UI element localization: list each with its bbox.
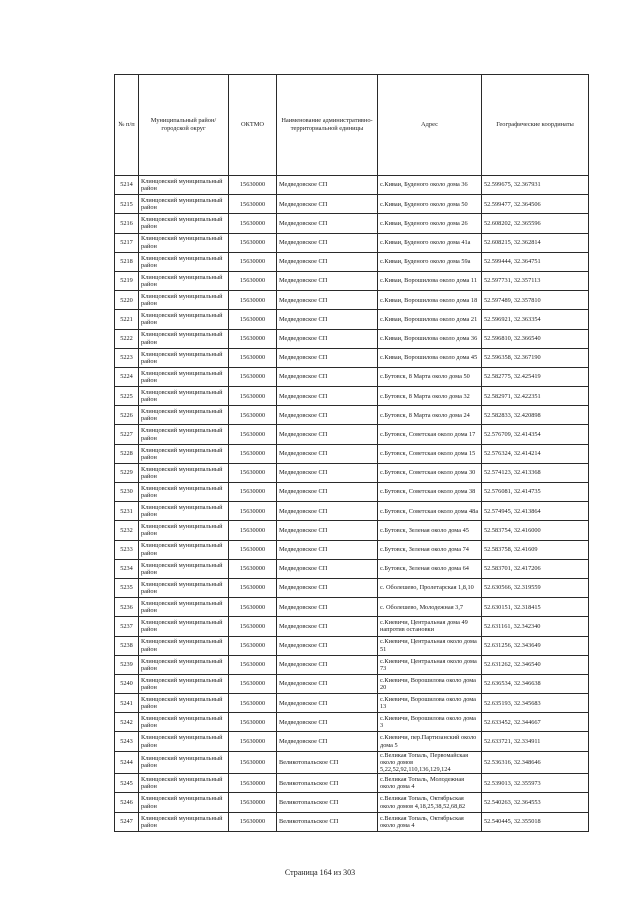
cell-district: Клинцовский муниципальный район <box>139 367 229 386</box>
cell-coordinates: 52.635193, 32.345683 <box>482 694 589 713</box>
cell-oktmo: 15630000 <box>229 793 277 812</box>
cell-oktmo: 15630000 <box>229 348 277 367</box>
page-number: Страница 164 из 303 <box>284 868 356 877</box>
cell-address: с.Киваи, Ворошилова около дома 36 <box>378 329 482 348</box>
cell-admin-unit: Медведовское СП <box>277 406 378 425</box>
header-coordinates: Географические координаты <box>482 75 589 176</box>
cell-oktmo: 15630000 <box>229 425 277 444</box>
header-unit: Наименование административно-территориальной единицы <box>277 75 378 176</box>
cell-admin-unit: Медведовское СП <box>277 233 378 252</box>
cell-row-number: 5223 <box>115 348 139 367</box>
cell-district: Клинцовский муниципальный район <box>139 793 229 812</box>
cell-district: Клинцовский муниципальный район <box>139 310 229 329</box>
header-oktmo: ОКТМО <box>229 75 277 176</box>
cell-address: с.Киевичи, Центральная около дома 51 <box>378 636 482 655</box>
cell-row-number: 5240 <box>115 674 139 693</box>
table-row <box>115 713 589 732</box>
cell-coordinates: 52.608215, 32.362814 <box>482 233 589 252</box>
table-row <box>115 617 589 636</box>
data-table <box>114 74 589 832</box>
cell-district: Клинцовский муниципальный район <box>139 732 229 751</box>
cell-row-number: 5231 <box>115 502 139 521</box>
cell-address: с.Бутовск, 8 Марта около дома 50 <box>378 367 482 386</box>
cell-coordinates: 52.583758, 32.41609 <box>482 540 589 559</box>
cell-admin-unit: Медведовское СП <box>277 176 378 195</box>
cell-district: Клинцовский муниципальный район <box>139 214 229 233</box>
cell-coordinates: 52.608202, 32.365596 <box>482 214 589 233</box>
cell-oktmo: 15630000 <box>229 694 277 713</box>
cell-admin-unit: Великотопальское СП <box>277 793 378 812</box>
cell-row-number: 5228 <box>115 444 139 463</box>
cell-district: Клинцовский муниципальный район <box>139 521 229 540</box>
cell-oktmo: 15630000 <box>229 176 277 195</box>
cell-district: Клинцовский муниципальный район <box>139 598 229 617</box>
table-row <box>115 793 589 812</box>
cell-row-number: 5246 <box>115 793 139 812</box>
cell-address: с.Бутовск, Советская около дома 17 <box>378 425 482 444</box>
cell-admin-unit: Медведовское СП <box>277 329 378 348</box>
cell-coordinates: 52.630566, 32.319559 <box>482 578 589 597</box>
cell-coordinates: 52.576324, 32.414214 <box>482 444 589 463</box>
cell-district: Клинцовский муниципальный район <box>139 463 229 482</box>
cell-admin-unit: Медведовское СП <box>277 732 378 751</box>
cell-row-number: 5239 <box>115 655 139 674</box>
cell-district: Клинцовский муниципальный район <box>139 617 229 636</box>
cell-oktmo: 15630000 <box>229 521 277 540</box>
cell-coordinates: 52.631161, 32.342340 <box>482 617 589 636</box>
cell-row-number: 5241 <box>115 694 139 713</box>
table-row <box>115 348 589 367</box>
table-row <box>115 502 589 521</box>
table-row <box>115 367 589 386</box>
cell-admin-unit: Медведовское СП <box>277 578 378 597</box>
cell-oktmo: 15630000 <box>229 636 277 655</box>
cell-district: Клинцовский муниципальный район <box>139 751 229 774</box>
cell-coordinates: 52.631262, 32.346540 <box>482 655 589 674</box>
header-number: № п/п <box>115 75 139 176</box>
table-row <box>115 214 589 233</box>
cell-row-number: 5230 <box>115 483 139 502</box>
cell-oktmo: 15630000 <box>229 774 277 793</box>
table-row <box>115 636 589 655</box>
cell-oktmo: 15630000 <box>229 502 277 521</box>
cell-admin-unit: Медведовское СП <box>277 444 378 463</box>
cell-row-number: 5235 <box>115 578 139 597</box>
cell-oktmo: 15630000 <box>229 233 277 252</box>
cell-admin-unit: Медведовское СП <box>277 540 378 559</box>
cell-address: с.Киваи, Буденого около дома 59а <box>378 252 482 271</box>
cell-oktmo: 15630000 <box>229 329 277 348</box>
table-row <box>115 271 589 290</box>
cell-oktmo: 15630000 <box>229 252 277 271</box>
cell-coordinates: 52.536316, 32.348646 <box>482 751 589 774</box>
cell-coordinates: 52.596921, 32.363354 <box>482 310 589 329</box>
cell-oktmo: 15630000 <box>229 732 277 751</box>
cell-address: с.Бутовск, 8 Марта около дома 24 <box>378 406 482 425</box>
cell-admin-unit: Медведовское СП <box>277 617 378 636</box>
cell-coordinates: 52.631256, 32.343649 <box>482 636 589 655</box>
cell-district: Клинцовский муниципальный район <box>139 674 229 693</box>
cell-row-number: 5247 <box>115 812 139 831</box>
cell-admin-unit: Медведовское СП <box>277 463 378 482</box>
table-body <box>115 176 589 832</box>
table-row <box>115 310 589 329</box>
table-row <box>115 291 589 310</box>
cell-oktmo: 15630000 <box>229 674 277 693</box>
cell-coordinates: 52.576081, 32.414735 <box>482 483 589 502</box>
cell-row-number: 5232 <box>115 521 139 540</box>
header-district: Муниципальный район/городской округ <box>139 75 229 176</box>
cell-district: Клинцовский муниципальный район <box>139 387 229 406</box>
cell-coordinates: 52.582971, 32.422351 <box>482 387 589 406</box>
header-address: Адрес <box>378 75 482 176</box>
cell-oktmo: 15630000 <box>229 291 277 310</box>
cell-oktmo: 15630000 <box>229 271 277 290</box>
cell-oktmo: 15630000 <box>229 655 277 674</box>
cell-address: с.Великая Топаль, Молодежная около дома 4 <box>378 774 482 793</box>
cell-oktmo: 15630000 <box>229 463 277 482</box>
cell-admin-unit: Медведовское СП <box>277 598 378 617</box>
cell-address: с.Бутовск, Зеленая около дома 74 <box>378 540 482 559</box>
cell-admin-unit: Медведовское СП <box>277 367 378 386</box>
cell-coordinates: 52.583701, 32.417206 <box>482 559 589 578</box>
cell-coordinates: 52.540263, 32.364553 <box>482 793 589 812</box>
cell-admin-unit: Медведовское СП <box>277 521 378 540</box>
cell-oktmo: 15630000 <box>229 483 277 502</box>
cell-row-number: 5243 <box>115 732 139 751</box>
table-row <box>115 483 589 502</box>
cell-district: Клинцовский муниципальный район <box>139 636 229 655</box>
cell-address: с.Великая Топаль, Первомайская около домов 5,22,52,92,110,136,129,124 <box>378 751 482 774</box>
cell-row-number: 5221 <box>115 310 139 329</box>
cell-row-number: 5236 <box>115 598 139 617</box>
cell-coordinates: 52.636534, 32.346638 <box>482 674 589 693</box>
cell-admin-unit: Медведовское СП <box>277 387 378 406</box>
table-row <box>115 176 589 195</box>
cell-address: с.Киваи, Буденого около дома 50 <box>378 195 482 214</box>
cell-address: с.Киваи, Ворошилова около дома 21 <box>378 310 482 329</box>
cell-district: Клинцовский муниципальный район <box>139 812 229 831</box>
cell-address: с.Великая Топаль, Октябрьская около домов 4,18,25,38,52,68,82 <box>378 793 482 812</box>
cell-admin-unit: Медведовское СП <box>277 713 378 732</box>
cell-oktmo: 15630000 <box>229 617 277 636</box>
table-row <box>115 540 589 559</box>
cell-admin-unit: Медведовское СП <box>277 559 378 578</box>
cell-district: Клинцовский муниципальный район <box>139 176 229 195</box>
cell-admin-unit: Медведовское СП <box>277 252 378 271</box>
cell-admin-unit: Медведовское СП <box>277 655 378 674</box>
cell-coordinates: 52.583754, 32.416000 <box>482 521 589 540</box>
cell-row-number: 5238 <box>115 636 139 655</box>
cell-address: с.Киевичи, Ворошилова около дома 13 <box>378 694 482 713</box>
cell-oktmo: 15630000 <box>229 367 277 386</box>
cell-oktmo: 15630000 <box>229 559 277 578</box>
cell-row-number: 5219 <box>115 271 139 290</box>
cell-row-number: 5224 <box>115 367 139 386</box>
cell-admin-unit: Медведовское СП <box>277 483 378 502</box>
cell-row-number: 5215 <box>115 195 139 214</box>
cell-coordinates: 52.596358, 32.367190 <box>482 348 589 367</box>
cell-oktmo: 15630000 <box>229 598 277 617</box>
cell-coordinates: 52.540445, 32.355018 <box>482 812 589 831</box>
cell-address: с.Киваи, Ворошилова около дома 45 <box>378 348 482 367</box>
cell-oktmo: 15630000 <box>229 812 277 831</box>
table-header-row <box>115 75 589 176</box>
cell-district: Клинцовский муниципальный район <box>139 195 229 214</box>
cell-district: Клинцовский муниципальный район <box>139 233 229 252</box>
cell-district: Клинцовский муниципальный район <box>139 694 229 713</box>
cell-oktmo: 15630000 <box>229 406 277 425</box>
table-row <box>115 578 589 597</box>
cell-district: Клинцовский муниципальный район <box>139 329 229 348</box>
cell-coordinates: 52.633721, 32.334911 <box>482 732 589 751</box>
cell-row-number: 5229 <box>115 463 139 482</box>
cell-coordinates: 52.599477, 32.364506 <box>482 195 589 214</box>
cell-admin-unit: Медведовское СП <box>277 291 378 310</box>
cell-oktmo: 15630000 <box>229 578 277 597</box>
cell-address: с.Киевичи, Ворошилова около дома 3 <box>378 713 482 732</box>
cell-row-number: 5217 <box>115 233 139 252</box>
table-row <box>115 559 589 578</box>
cell-district: Клинцовский муниципальный район <box>139 425 229 444</box>
table-row <box>115 406 589 425</box>
cell-admin-unit: Медведовское СП <box>277 195 378 214</box>
cell-row-number: 5237 <box>115 617 139 636</box>
cell-admin-unit: Медведовское СП <box>277 214 378 233</box>
cell-coordinates: 52.582833, 32.420898 <box>482 406 589 425</box>
cell-address: с. Оболешево, Молодежная 3,7 <box>378 598 482 617</box>
table-row <box>115 598 589 617</box>
cell-district: Клинцовский муниципальный район <box>139 502 229 521</box>
cell-row-number: 5216 <box>115 214 139 233</box>
cell-oktmo: 15630000 <box>229 713 277 732</box>
cell-coordinates: 52.574945, 32.413864 <box>482 502 589 521</box>
table-row <box>115 195 589 214</box>
table-row <box>115 655 589 674</box>
cell-admin-unit: Великотопальское СП <box>277 751 378 774</box>
cell-address: с.Киваи, Буденого около дома 41а <box>378 233 482 252</box>
cell-row-number: 5227 <box>115 425 139 444</box>
cell-row-number: 5244 <box>115 751 139 774</box>
cell-district: Клинцовский муниципальный район <box>139 559 229 578</box>
cell-address: с.Киевичи, пер.Партизанский около дома 5 <box>378 732 482 751</box>
cell-coordinates: 52.633452, 32.344667 <box>482 713 589 732</box>
table-row <box>115 444 589 463</box>
table-row <box>115 751 589 774</box>
cell-district: Клинцовский муниципальный район <box>139 252 229 271</box>
cell-oktmo: 15630000 <box>229 387 277 406</box>
cell-address: с.Бутовск, 8 Марта около дома 32 <box>378 387 482 406</box>
cell-address: с.Киевичи, Центральная дома 49 напротив остановки <box>378 617 482 636</box>
cell-district: Клинцовский муниципальный район <box>139 713 229 732</box>
cell-admin-unit: Медведовское СП <box>277 502 378 521</box>
table-row <box>115 252 589 271</box>
cell-coordinates: 52.630151, 32.318415 <box>482 598 589 617</box>
cell-district: Клинцовский муниципальный район <box>139 483 229 502</box>
cell-address: с.Бутовск, Советская около дома 38 <box>378 483 482 502</box>
cell-coordinates: 52.574123, 32.413368 <box>482 463 589 482</box>
cell-admin-unit: Медведовское СП <box>277 310 378 329</box>
cell-oktmo: 15630000 <box>229 444 277 463</box>
cell-row-number: 5234 <box>115 559 139 578</box>
cell-row-number: 5242 <box>115 713 139 732</box>
cell-admin-unit: Медведовское СП <box>277 674 378 693</box>
cell-row-number: 5218 <box>115 252 139 271</box>
cell-district: Клинцовский муниципальный район <box>139 271 229 290</box>
cell-address: с. Оболешево, Пролетарская 1,8,10 <box>378 578 482 597</box>
cell-admin-unit: Медведовское СП <box>277 348 378 367</box>
table-row <box>115 694 589 713</box>
cell-coordinates: 52.599675, 32.367931 <box>482 176 589 195</box>
cell-district: Клинцовский муниципальный район <box>139 291 229 310</box>
cell-admin-unit: Медведовское СП <box>277 636 378 655</box>
table-row <box>115 674 589 693</box>
table-row <box>115 425 589 444</box>
cell-coordinates: 52.599444, 32.364751 <box>482 252 589 271</box>
cell-coordinates: 52.582775, 32.425419 <box>482 367 589 386</box>
cell-oktmo: 15630000 <box>229 310 277 329</box>
cell-address: с.Киваи, Буденого около дома 26 <box>378 214 482 233</box>
cell-address: с.Бутовск, Зеленая около дома 64 <box>378 559 482 578</box>
cell-coordinates: 52.597731, 32.357113 <box>482 271 589 290</box>
cell-address: с.Киевичи, Ворошилова около дома 20 <box>378 674 482 693</box>
table-row <box>115 521 589 540</box>
cell-address: с.Бутовск, Советская около дома 30 <box>378 463 482 482</box>
cell-admin-unit: Медведовское СП <box>277 694 378 713</box>
cell-district: Клинцовский муниципальный район <box>139 540 229 559</box>
cell-oktmo: 15630000 <box>229 195 277 214</box>
cell-coordinates: 52.597489, 32.357810 <box>482 291 589 310</box>
cell-row-number: 5214 <box>115 176 139 195</box>
table-row <box>115 812 589 831</box>
cell-oktmo: 15630000 <box>229 214 277 233</box>
cell-address: с.Бутовск, Зеленая около дома 45 <box>378 521 482 540</box>
cell-oktmo: 15630000 <box>229 751 277 774</box>
cell-address: с.Великая Топаль, Октябрьская около дома 4 <box>378 812 482 831</box>
cell-district: Клинцовский муниципальный район <box>139 655 229 674</box>
cell-address: с.Бутовск, Советская около дома 15 <box>378 444 482 463</box>
cell-admin-unit: Медведовское СП <box>277 425 378 444</box>
cell-district: Клинцовский муниципальный район <box>139 774 229 793</box>
cell-address: с.Киваи, Ворошилова около дома 11 <box>378 271 482 290</box>
cell-row-number: 5245 <box>115 774 139 793</box>
cell-address: с.Бутовск, Советская около дома 48а <box>378 502 482 521</box>
cell-admin-unit: Медведовское СП <box>277 271 378 290</box>
cell-row-number: 5233 <box>115 540 139 559</box>
cell-admin-unit: Великотопальское СП <box>277 812 378 831</box>
cell-row-number: 5225 <box>115 387 139 406</box>
cell-coordinates: 52.576709, 32.414354 <box>482 425 589 444</box>
table-row <box>115 732 589 751</box>
cell-coordinates: 52.539013, 32.355973 <box>482 774 589 793</box>
table-row <box>115 329 589 348</box>
table-row <box>115 233 589 252</box>
cell-district: Клинцовский муниципальный район <box>139 578 229 597</box>
cell-district: Клинцовский муниципальный район <box>139 406 229 425</box>
cell-row-number: 5220 <box>115 291 139 310</box>
cell-coordinates: 52.596810, 32.366540 <box>482 329 589 348</box>
cell-district: Клинцовский муниципальный район <box>139 444 229 463</box>
cell-address: с.Киваи, Ворошилова около дома 18 <box>378 291 482 310</box>
cell-address: с.Киевичи, Центральная около дома 73 <box>378 655 482 674</box>
cell-row-number: 5226 <box>115 406 139 425</box>
table-row <box>115 463 589 482</box>
cell-row-number: 5222 <box>115 329 139 348</box>
table-row <box>115 774 589 793</box>
cell-admin-unit: Великотопальское СП <box>277 774 378 793</box>
cell-address: с.Киваи, Буденого около дома 36 <box>378 176 482 195</box>
table-row <box>115 387 589 406</box>
cell-district: Клинцовский муниципальный район <box>139 348 229 367</box>
cell-oktmo: 15630000 <box>229 540 277 559</box>
